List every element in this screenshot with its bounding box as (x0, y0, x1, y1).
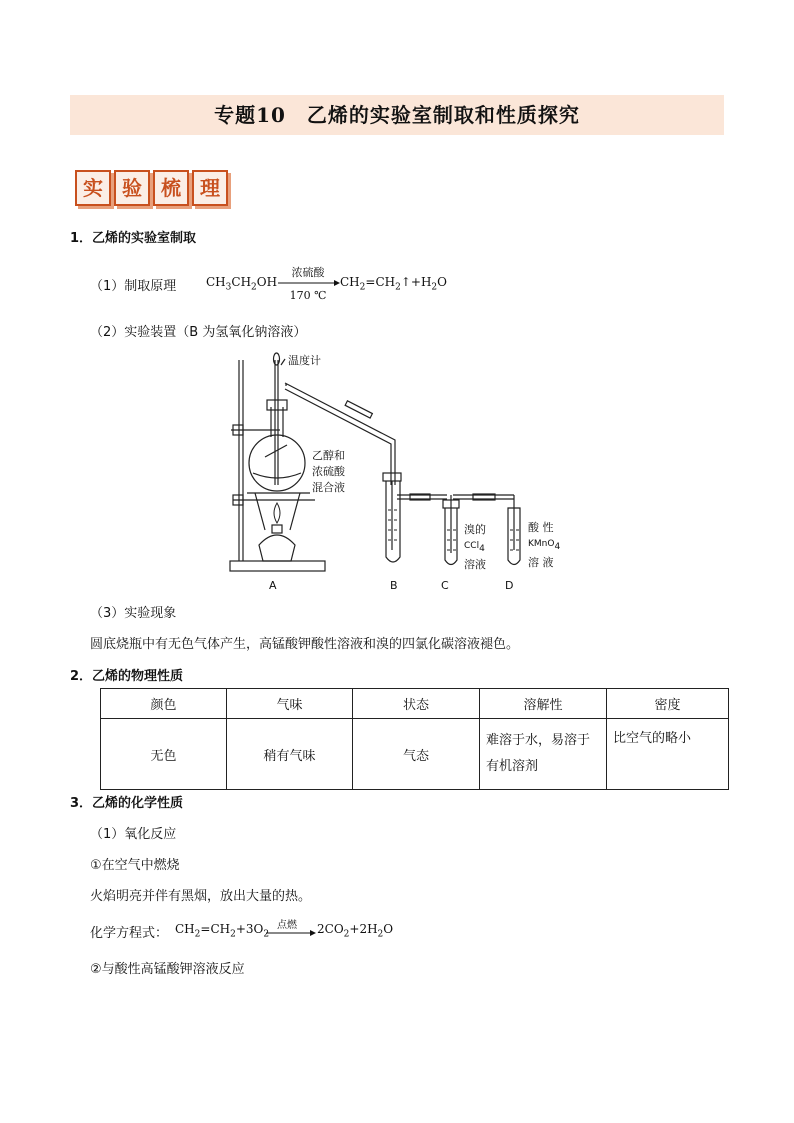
section-2-heading: 2．乙烯的物理性质 (70, 669, 184, 684)
mixture-label (312, 448, 345, 496)
equation-2-condition: 点燃 (277, 920, 297, 931)
combustion-label: ①在空气中燃烧 (90, 858, 180, 873)
title-bar (70, 95, 724, 135)
page-title: 专题10 乙烯的实验室制取和性质探究 (214, 103, 580, 127)
kmno4-label-line: 溶 液 (528, 555, 554, 569)
apparatus-diagram (225, 345, 545, 595)
section-badge (75, 170, 228, 210)
equation-1-reactant: $CH_3CH_2OH$ (206, 275, 278, 293)
apparatus-label-d: D (505, 579, 514, 592)
bromine-label-line: 溴的 (464, 523, 486, 536)
table-row (101, 719, 729, 790)
phenomenon-label: （3）实验现象 (90, 606, 177, 621)
equation-2-product: $2CO_2+2H_2O$ (317, 922, 394, 940)
oxidation-label: （1）氧化反应 (90, 827, 177, 842)
mixture-label-line: 浓硫酸 (312, 465, 345, 478)
reaction-arrow-icon (276, 278, 340, 288)
bromine-label-line: CCl$_4$ (464, 541, 485, 554)
apparatus-label: （2）实验装置（B 为氢氧化钠溶液） (90, 325, 307, 340)
mixture-label-line: 乙醇和 (312, 449, 345, 462)
principle-label: （1）制取原理 (90, 279, 177, 294)
badge-char: 理 (192, 170, 228, 206)
equation-2-label: 化学方程式： (90, 926, 169, 941)
table-header-cell: 颜色 (101, 689, 227, 719)
kmno4-label (528, 520, 560, 571)
table-header-cell: 状态 (353, 689, 480, 719)
badge-char: 验 (114, 170, 150, 206)
table-header-cell: 溶解性 (480, 689, 607, 719)
table-cell: 稍有气味 (227, 719, 353, 790)
combustion-text: 火焰明亮并伴有黑烟，放出大量的热。 (90, 889, 312, 904)
apparatus-label-a: A (269, 579, 277, 592)
kmno4-reaction-label: ②与酸性高锰酸钾溶液反应 (90, 962, 245, 977)
physical-properties-table (100, 688, 729, 790)
table-cell (480, 719, 607, 790)
table-header-row (101, 689, 729, 719)
table-cell: 比空气的略小 (607, 719, 729, 790)
equation-1-condition-below: 170 ℃ (289, 289, 327, 302)
kmno4-label-line: KMnO$_4$ (528, 539, 561, 552)
apparatus-label-b: B (390, 579, 398, 592)
table-cell: 气态 (353, 719, 480, 790)
kmno4-label-line: 酸 性 (528, 521, 554, 534)
solubility-line: 难溶于水，易溶于 (486, 733, 591, 748)
mixture-label-line: 混合液 (312, 481, 345, 494)
equation-2-reactant: $CH_2=CH_2+3O_2$ (175, 922, 270, 940)
section-1-heading: 1．乙烯的实验室制取 (70, 231, 197, 246)
table-cell: 无色 (101, 719, 227, 790)
badge-char: 梳 (153, 170, 189, 206)
phenomenon-text: 圆底烧瓶中有无色气体产生，高锰酸钾酸性溶液和溴的四氯化碳溶液褪色。 (90, 637, 520, 652)
section-3-heading: 3．乙烯的化学性质 (70, 796, 184, 811)
table-header-cell: 密度 (607, 689, 729, 719)
table-header-cell: 气味 (227, 689, 353, 719)
equation-1-condition-above: 浓硫酸 (291, 266, 325, 279)
thermometer-label: 温度计 (288, 354, 321, 367)
solubility-line: 有机溶剂 (486, 759, 539, 774)
reaction-arrow-icon (264, 928, 316, 938)
bromine-label-line: 溶液 (464, 557, 486, 571)
apparatus-label-c: C (441, 579, 449, 592)
badge-char: 实 (75, 170, 111, 206)
bromine-label (464, 522, 486, 573)
equation-1-product: $CH_2=CH_2↑+H_2O$ (340, 275, 447, 293)
